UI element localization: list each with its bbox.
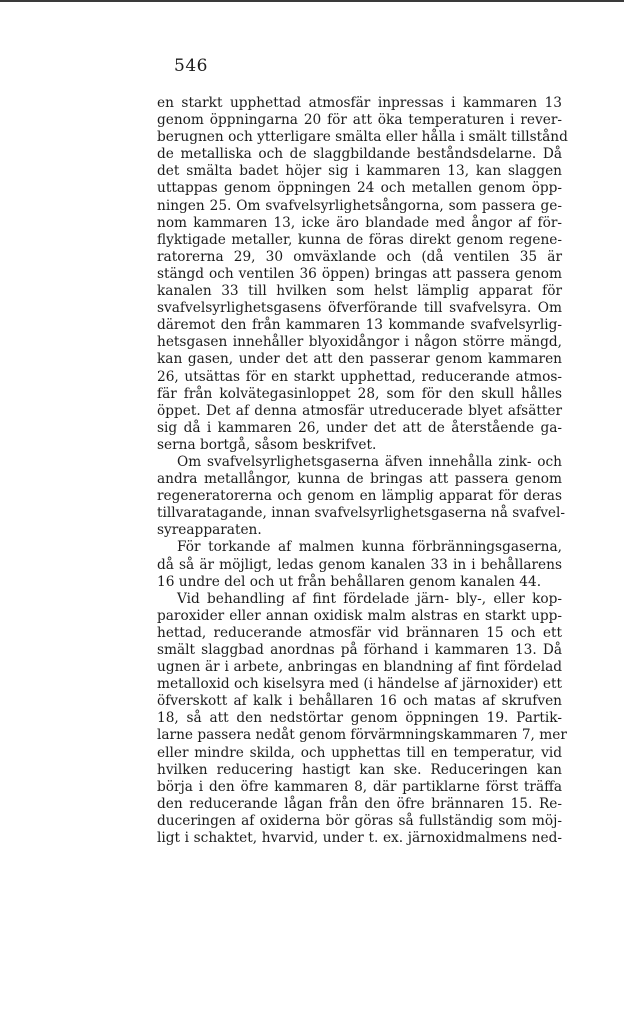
top-edge-rule bbox=[0, 0, 624, 2]
text-line: ningen 25. Om svafvelsyrlighetsångorna, som passera ge- bbox=[157, 197, 562, 214]
text-line: genom öppningarna 20 för att öka temperaturen i rever- bbox=[157, 112, 562, 129]
text-line: nom kammaren 13, icke äro blandade med ångor af för- bbox=[157, 214, 562, 231]
text-line: hetsgasen innehåller blyoxidångor i någon större mängd, bbox=[157, 334, 562, 351]
text-line: börja i den öfre kammaren 8, där partiklarne först träffa bbox=[157, 778, 562, 795]
text-line: ugnen är i arbete, anbringas en blandning af fint fördelad bbox=[157, 659, 562, 676]
text-line: larne passera nedåt genom förvärmningskammaren 7, mer bbox=[157, 727, 567, 744]
text-line: duceringen af oxiderna bör göras så fullständig som möj- bbox=[157, 812, 562, 829]
text-line: 16 undre del och ut från behållaren genom kanalen 44. bbox=[157, 573, 542, 590]
text-line: 26, utsättas för en starkt upphettad, reducerande atmos- bbox=[157, 368, 562, 385]
text-line: det smälta badet höjer sig i kammaren 13, kan slaggen bbox=[157, 163, 562, 180]
text-line: syreapparaten. bbox=[157, 522, 262, 539]
text-line: serna bortgå, såsom beskrifvet. bbox=[157, 436, 377, 453]
text-line: kan gasen, under det att den passerar genom kammaren bbox=[157, 351, 562, 368]
page-number: 546 bbox=[174, 56, 208, 76]
text-line: fär från kolvätegasinloppet 28, som för den skull hålles bbox=[157, 385, 562, 402]
text-line: hettad, reducerande atmosfär vid brännaren 15 och ett bbox=[157, 624, 562, 641]
text-line: flyktigade metaller, kunna de föras direkt genom regene- bbox=[157, 231, 562, 248]
text-line: de metalliska och de slaggbildande beståndsdelarne. Då bbox=[157, 146, 562, 163]
text-line: metalloxid och kiselsyra med (i händelse af järnoxider) ett bbox=[157, 676, 562, 693]
text-line: ratorerna 29, 30 omväxlande och (då ventilen 35 är bbox=[157, 248, 562, 265]
text-line: tillvaratagande, innan svafvelsyrlighetsgaserna nå svafvel- bbox=[157, 505, 566, 522]
text-line: kanalen 33 till hvilken som helst lämplig apparat för bbox=[157, 283, 562, 300]
text-line: däremot den från kammaren 13 kommande svafvelsyrlig- bbox=[157, 317, 562, 334]
text-line: regeneratorerna och genom en lämplig apparat för deras bbox=[157, 488, 562, 505]
text-line: hvilken reducering hastigt kan ske. Reduceringen kan bbox=[157, 761, 562, 778]
text-line: då så är möjligt, ledas genom kanalen 33 in i behållarens bbox=[157, 556, 562, 573]
text-line: smält slaggbad anordnas på förhand i kammaren 13. Då bbox=[157, 642, 562, 658]
text-line: berugnen och ytterligare smälta eller hålla i smält tillstånd bbox=[157, 129, 568, 146]
text-line: sig då i kammaren 26, under det att de återstående ga- bbox=[157, 419, 562, 436]
text-line: andra metallångor, kunna de bringas att passera genom bbox=[157, 471, 562, 488]
text-line: eller mindre skilda, och upphettas till en temperatur, vid bbox=[157, 744, 562, 761]
text-line: öfverskott af kalk i behållaren 16 och matas af skrufven bbox=[157, 693, 562, 710]
text-line: Vid behandling af fint fördelade järn- bly-, eller kop- bbox=[177, 590, 562, 607]
text-line: den reducerande lågan från den öfre brännaren 15. Re- bbox=[157, 795, 562, 812]
text-line: stängd och ventilen 36 öppen) bringas att passera genom bbox=[157, 265, 562, 282]
text-line: För torkande af malmen kunna förbränningsgaserna, bbox=[177, 539, 562, 556]
text-line: ligt i schaktet, hvarvid, under t. ex. järnoxidmalmens ned- bbox=[157, 830, 562, 847]
text-line: svafvelsyrlighetsgasens öfverförande till svafvelsyra. Om bbox=[157, 300, 562, 317]
text-line: paroxider eller annan oxidisk malm alstras en starkt upp- bbox=[157, 607, 562, 624]
text-line: öppet. Det af denna atmosfär utreducerade blyet afsätter bbox=[157, 402, 562, 419]
text-line: uttappas genom öppningen 24 och metallen genom öpp- bbox=[157, 180, 562, 197]
text-line: en starkt upphettad atmosfär inpressas i kammaren 13 bbox=[157, 95, 562, 111]
body-text bbox=[157, 95, 568, 847]
text-line: Om svafvelsyrlighetsgaserna äfven innehålla zink- och bbox=[177, 453, 562, 470]
text-line: 18, så att den nedstörtar genom öppningen 19. Partik- bbox=[157, 710, 562, 727]
